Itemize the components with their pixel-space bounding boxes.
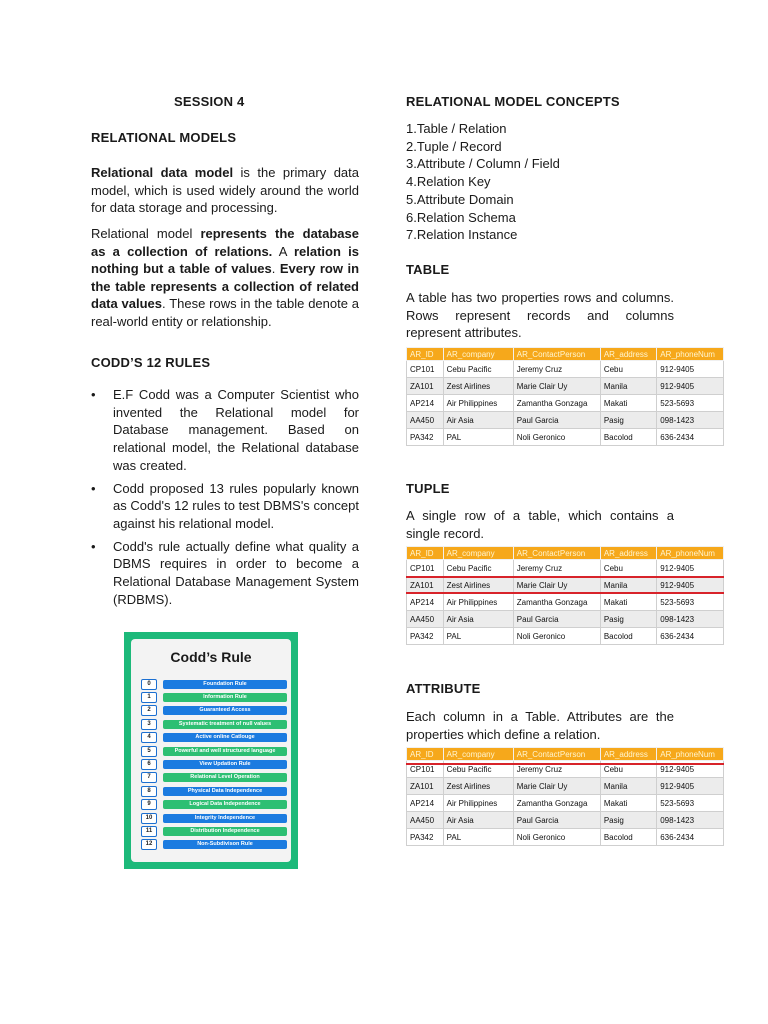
table-header-row bbox=[407, 748, 724, 761]
table-cell: Bacolod bbox=[600, 628, 656, 645]
para2-bold-d: relation is nothing but a table of values bbox=[91, 243, 359, 276]
airline-table-example bbox=[406, 347, 724, 446]
codd-rule-label: Active online Catlouge bbox=[163, 733, 287, 742]
codd-rule-row bbox=[141, 800, 287, 810]
table-cell: Noli Geronico bbox=[513, 429, 600, 446]
codd-rule-number: 5 bbox=[141, 746, 157, 757]
table-header-row bbox=[407, 547, 724, 560]
column-header: AR_phoneNum bbox=[657, 348, 724, 361]
table-cell: Pasig bbox=[600, 611, 656, 628]
codd-rule-number: 8 bbox=[141, 786, 157, 797]
table-row bbox=[407, 429, 724, 446]
concept-item: 4.Relation Key bbox=[406, 174, 491, 190]
table-row bbox=[407, 829, 724, 846]
table-cell: Pasig bbox=[600, 812, 656, 829]
table-cell: Cebu Pacific bbox=[443, 761, 513, 778]
table-cell: Cebu bbox=[600, 560, 656, 577]
table-cell: Noli Geronico bbox=[513, 829, 600, 846]
column-header: AR_company bbox=[443, 748, 513, 761]
table-cell: Zest Airlines bbox=[443, 378, 513, 395]
table-cell: Noli Geronico bbox=[513, 628, 600, 645]
session-title: SESSION 4 bbox=[174, 94, 245, 109]
column-header: AR_phoneNum bbox=[657, 547, 724, 560]
table-cell: AP214 bbox=[407, 594, 444, 611]
table-row bbox=[407, 361, 724, 378]
concept-item: 7.Relation Instance bbox=[406, 227, 518, 243]
table-cell: PAL bbox=[443, 628, 513, 645]
table-cell: 912-9405 bbox=[657, 560, 724, 577]
codd-rule-row bbox=[141, 746, 287, 756]
table-cell: Manila bbox=[600, 378, 656, 395]
table-cell: Makati bbox=[600, 594, 656, 611]
table-row bbox=[407, 378, 724, 395]
table-cell: Jeremy Cruz bbox=[513, 361, 600, 378]
table-cell: Pasig bbox=[600, 412, 656, 429]
column-header: AR_ID bbox=[407, 748, 444, 761]
table-row bbox=[407, 812, 724, 829]
codd-rule-number: 0 bbox=[141, 679, 157, 690]
para2-text-e: . bbox=[271, 261, 280, 276]
codd-rule-number: 9 bbox=[141, 799, 157, 810]
table-cell: Marie Clair Uy bbox=[513, 577, 600, 594]
table-cell: 098-1423 bbox=[657, 412, 724, 429]
relational-model-paragraph bbox=[91, 225, 359, 330]
codd-rule-row bbox=[141, 719, 287, 729]
table-cell: AP214 bbox=[407, 795, 444, 812]
relational-models-heading: RELATIONAL MODELS bbox=[91, 130, 237, 145]
table-cell: Paul Garcia bbox=[513, 812, 600, 829]
table-cell: 098-1423 bbox=[657, 611, 724, 628]
table-cell: Cebu bbox=[600, 361, 656, 378]
codd-rule-label: Systematic treatment of null values bbox=[163, 720, 287, 729]
table-cell: Jeremy Cruz bbox=[513, 761, 600, 778]
codd-rule-number: 1 bbox=[141, 692, 157, 703]
table-row bbox=[407, 795, 724, 812]
table-cell: CP101 bbox=[407, 361, 444, 378]
table-row bbox=[407, 577, 724, 594]
codd-rule-number: 10 bbox=[141, 813, 157, 824]
airline-table-tuple bbox=[406, 546, 724, 645]
relational-data-model-paragraph bbox=[91, 164, 359, 217]
codd-rule-label: Distribution Independence bbox=[163, 827, 287, 836]
table-cell: ZA101 bbox=[407, 577, 444, 594]
table-cell: 523-5693 bbox=[657, 795, 724, 812]
table-row bbox=[407, 412, 724, 429]
table-cell: 912-9405 bbox=[657, 577, 724, 594]
table-header-row bbox=[407, 348, 724, 361]
table-cell: Manila bbox=[600, 778, 656, 795]
codd-rule-number: 12 bbox=[141, 839, 157, 850]
codd-rule-label: Physical Data Independence bbox=[163, 787, 287, 796]
table-cell: 636-2434 bbox=[657, 429, 724, 446]
table-cell: PAL bbox=[443, 429, 513, 446]
para2-text-a: Relational model bbox=[91, 226, 201, 241]
table-cell: 636-2434 bbox=[657, 829, 724, 846]
codds-rule-infographic bbox=[124, 632, 298, 869]
table-cell: Makati bbox=[600, 395, 656, 412]
table-row bbox=[407, 594, 724, 611]
column-header: AR_company bbox=[443, 348, 513, 361]
para2-bold-b: represents the database as a collection of relations. bbox=[91, 226, 359, 259]
codd-rule-row bbox=[141, 759, 287, 769]
codd-rule-row bbox=[141, 813, 287, 823]
table-cell: 636-2434 bbox=[657, 628, 724, 645]
codd-bullet-list bbox=[91, 386, 359, 613]
table-cell: 912-9405 bbox=[657, 778, 724, 795]
codd-rule-row bbox=[141, 826, 287, 836]
bullet-item: • Codd's rule actually define what quality a DBMS requires in order to become a Relational Database Management System (RDBMS). bbox=[91, 538, 359, 609]
tuple-highlight-bottom bbox=[406, 592, 724, 594]
attribute-heading: ATTRIBUTE bbox=[406, 681, 481, 696]
table-cell: Air Asia bbox=[443, 412, 513, 429]
codd-rule-number: 3 bbox=[141, 719, 157, 730]
codds-rule-panel bbox=[131, 639, 291, 862]
codd-rule-label: View Updation Rule bbox=[163, 760, 287, 769]
table-cell: 912-9405 bbox=[657, 378, 724, 395]
table-cell: Zamantha Gonzaga bbox=[513, 594, 600, 611]
table-row bbox=[407, 628, 724, 645]
table-cell: PA342 bbox=[407, 429, 444, 446]
table-cell: Cebu bbox=[600, 761, 656, 778]
codd-rule-label: Logical Data Independence bbox=[163, 800, 287, 809]
table-cell: 912-9405 bbox=[657, 761, 724, 778]
codd-rule-row bbox=[141, 679, 287, 689]
codd-rule-label: Integrity Independence bbox=[163, 814, 287, 823]
para2-bold-f: Every row in the table represents a collection of related data values bbox=[91, 261, 360, 311]
table-cell: Air Asia bbox=[443, 812, 513, 829]
table-cell: Air Philippines bbox=[443, 594, 513, 611]
column-header: AR_phoneNum bbox=[657, 748, 724, 761]
table-cell: 523-5693 bbox=[657, 395, 724, 412]
table-cell: AA450 bbox=[407, 812, 444, 829]
table-cell: Bacolod bbox=[600, 829, 656, 846]
table-cell: Marie Clair Uy bbox=[513, 778, 600, 795]
table-description: A table has two properties rows and columns. Rows represent records and columns represent attributes. bbox=[406, 290, 674, 340]
table-cell: CP101 bbox=[407, 560, 444, 577]
table-cell: Jeremy Cruz bbox=[513, 560, 600, 577]
bullet-item: • E.F Codd was a Computer Scientist who invented the Relational model for Database management. Based on relational model, the Relational database was created. bbox=[91, 386, 359, 475]
table-cell: AA450 bbox=[407, 611, 444, 628]
column-header: AR_ID bbox=[407, 348, 444, 361]
table-cell: AA450 bbox=[407, 412, 444, 429]
codds-rules-heading: CODD’S 12 RULES bbox=[91, 355, 211, 370]
table-cell: Cebu Pacific bbox=[443, 560, 513, 577]
column-header: AR_ID bbox=[407, 547, 444, 560]
column-header: AR_address bbox=[600, 748, 656, 761]
table-cell: Zest Airlines bbox=[443, 778, 513, 795]
codd-rule-row bbox=[141, 786, 287, 796]
table-cell: Manila bbox=[600, 577, 656, 594]
codd-rule-row bbox=[141, 773, 287, 783]
table-cell: AP214 bbox=[407, 395, 444, 412]
tuple-heading: TUPLE bbox=[406, 481, 450, 496]
table-cell: Air Philippines bbox=[443, 395, 513, 412]
column-header: AR_address bbox=[600, 547, 656, 560]
para2-text-c: A bbox=[272, 243, 294, 259]
relational-model-concepts-heading: RELATIONAL MODEL CONCEPTS bbox=[406, 94, 620, 109]
table-cell: Air Philippines bbox=[443, 795, 513, 812]
table-cell: 912-9405 bbox=[657, 361, 724, 378]
table-cell: Air Asia bbox=[443, 611, 513, 628]
table-row bbox=[407, 560, 724, 577]
bullet-item: • Codd proposed 13 rules popularly known as Codd's 12 rules to test DBMS's concept against his relational model. bbox=[91, 480, 359, 533]
table-cell: Paul Garcia bbox=[513, 412, 600, 429]
codd-rule-row bbox=[141, 692, 287, 702]
table-cell: Zest Airlines bbox=[443, 577, 513, 594]
concept-item: 5.Attribute Domain bbox=[406, 191, 514, 207]
table-row bbox=[407, 395, 724, 412]
table-cell: Cebu Pacific bbox=[443, 361, 513, 378]
column-header: AR_company bbox=[443, 547, 513, 560]
table-cell: Marie Clair Uy bbox=[513, 378, 600, 395]
tuple-highlight-top bbox=[406, 576, 724, 578]
table-cell: PA342 bbox=[407, 628, 444, 645]
codd-rule-number: 2 bbox=[141, 705, 157, 716]
airline-table-attribute bbox=[406, 747, 724, 846]
concept-item: 1.Table / Relation bbox=[406, 121, 507, 136]
concept-item: 6.Relation Schema bbox=[406, 209, 516, 225]
codd-rule-label: Foundation Rule bbox=[163, 680, 287, 689]
codds-rule-title: Codd’s Rule bbox=[170, 649, 252, 665]
table-cell: CP101 bbox=[407, 761, 444, 778]
codd-rule-label: Guaranteed Access bbox=[163, 706, 287, 715]
table-cell: Zamantha Gonzaga bbox=[513, 795, 600, 812]
concept-item: 2.Tuple / Record bbox=[406, 138, 502, 154]
codd-rule-number: 4 bbox=[141, 732, 157, 743]
concept-item: 3.Attribute / Column / Field bbox=[406, 156, 560, 172]
codd-rule-label: Information Rule bbox=[163, 693, 287, 702]
table-cell: 523-5693 bbox=[657, 594, 724, 611]
table-heading: TABLE bbox=[406, 262, 450, 277]
tuple-description: A single row of a table, which contains a single record. bbox=[406, 508, 674, 541]
column-header: AR_ContactPerson bbox=[513, 748, 600, 761]
table-cell: Makati bbox=[600, 795, 656, 812]
para2-text-g: . These rows in the table denote a real-world entity or relationship. bbox=[91, 296, 359, 329]
column-header: AR_address bbox=[600, 348, 656, 361]
codd-rule-number: 7 bbox=[141, 772, 157, 783]
table-cell: PAL bbox=[443, 829, 513, 846]
table-cell: Bacolod bbox=[600, 429, 656, 446]
attribute-highlight bbox=[406, 763, 724, 765]
para1-bold: Relational data model bbox=[91, 165, 234, 180]
table-cell: 098-1423 bbox=[657, 812, 724, 829]
codd-rule-label: Powerful and well structured language bbox=[163, 747, 287, 756]
table-cell: Zamantha Gonzaga bbox=[513, 395, 600, 412]
attribute-description: Each column in a Table. Attributes are the properties which define a relation. bbox=[406, 709, 674, 742]
para1-text: is the primary data model, which is used widely around the world for data storage and processing. bbox=[91, 165, 359, 215]
column-header: AR_ContactPerson bbox=[513, 547, 600, 560]
codd-rule-number: 11 bbox=[141, 826, 157, 837]
concepts-list bbox=[406, 120, 560, 244]
codd-rule-row bbox=[141, 840, 287, 850]
column-header: AR_ContactPerson bbox=[513, 348, 600, 361]
codd-rule-row bbox=[141, 733, 287, 743]
table-cell: Paul Garcia bbox=[513, 611, 600, 628]
codd-rule-label: Relational Level Operation bbox=[163, 773, 287, 782]
table-row bbox=[407, 611, 724, 628]
table-cell: PA342 bbox=[407, 829, 444, 846]
table-cell: ZA101 bbox=[407, 778, 444, 795]
codd-rule-row bbox=[141, 706, 287, 716]
codd-rule-label: Non-Subdivison Rule bbox=[163, 840, 287, 849]
table-row bbox=[407, 778, 724, 795]
codd-rule-number: 6 bbox=[141, 759, 157, 770]
table-cell: ZA101 bbox=[407, 378, 444, 395]
